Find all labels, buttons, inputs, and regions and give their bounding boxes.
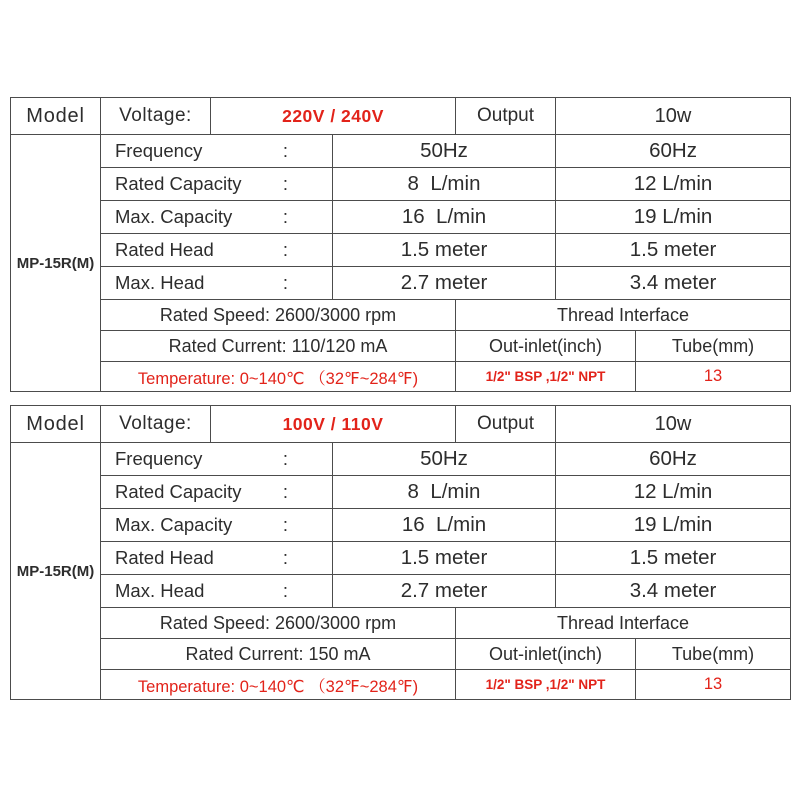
voltage-value-cell: 100V / 110V bbox=[211, 406, 456, 443]
spec-label-cell bbox=[101, 476, 333, 509]
thread-interface-cell: Thread Interface bbox=[456, 300, 791, 331]
spec-value-50hz-cell: 2.7 meter bbox=[333, 575, 556, 608]
temperature-cell: Temperature: 0~140℃ （32℉~284℉) bbox=[101, 362, 456, 392]
spec-value-60hz-cell: 1.5 meter bbox=[556, 234, 791, 267]
spec-colon: : bbox=[282, 448, 288, 469]
spec-row-rated-head bbox=[11, 542, 791, 575]
spec-value-50hz-cell: 16 L/min bbox=[333, 509, 556, 542]
rated-current-row bbox=[11, 331, 791, 362]
spec-label-cell bbox=[101, 509, 333, 542]
spec-label-cell bbox=[101, 234, 333, 267]
spec-value-60hz-cell: 1.5 meter bbox=[556, 542, 791, 575]
spec-value-50hz-cell: 16 L/min bbox=[333, 201, 556, 234]
voltage-value-cell: 220V / 240V bbox=[211, 98, 456, 135]
temperature-cell: Temperature: 0~140℃ （32℉~284℉) bbox=[101, 670, 456, 700]
spec-colon: : bbox=[282, 239, 288, 260]
spec-value-60hz-cell: 3.4 meter bbox=[556, 267, 791, 300]
output-value-cell: 10w bbox=[556, 406, 791, 443]
spec-row-rated-capacity bbox=[11, 476, 791, 509]
thread-interface-cell: Thread Interface bbox=[456, 608, 791, 639]
spec-label: Max. Head bbox=[115, 272, 205, 293]
spec-colon: : bbox=[282, 547, 288, 568]
spec-colon: : bbox=[282, 514, 288, 535]
spec-label: Rated Capacity bbox=[115, 481, 242, 502]
spec-table-220-240v bbox=[10, 97, 791, 392]
model-name-cell: MP-15R(M) bbox=[11, 135, 101, 392]
header-row bbox=[11, 98, 791, 135]
spec-row-frequency bbox=[11, 443, 791, 476]
tube-header-cell: Tube(mm) bbox=[636, 331, 791, 362]
spec-label-cell bbox=[101, 443, 333, 476]
spec-label: Frequency bbox=[115, 448, 203, 469]
thread-size-cell: 1/2" BSP ,1/2" NPT bbox=[456, 362, 636, 392]
output-value-cell: 10w bbox=[556, 98, 791, 135]
spec-value-60hz-cell: 12 L/min bbox=[556, 168, 791, 201]
spec-value-50hz-cell: 8 L/min bbox=[333, 476, 556, 509]
spec-label: Frequency bbox=[115, 140, 203, 161]
spec-row-rated-head bbox=[11, 234, 791, 267]
spec-row-rated-capacity bbox=[11, 168, 791, 201]
spec-colon: : bbox=[282, 481, 288, 502]
model-name-cell: MP-15R(M) bbox=[11, 443, 101, 700]
spec-label-cell bbox=[101, 575, 333, 608]
spec-label-cell bbox=[101, 201, 333, 234]
tube-size-cell: 13 bbox=[636, 362, 791, 392]
voltage-label-cell: Voltage: bbox=[101, 98, 211, 135]
spec-table-100-110v bbox=[10, 405, 791, 700]
thread-size-cell: 1/2" BSP ,1/2" NPT bbox=[456, 670, 636, 700]
rated-current-cell: Rated Current: 110/120 mA bbox=[101, 331, 456, 362]
rated-speed-row bbox=[11, 300, 791, 331]
spec-value-50hz-cell: 8 L/min bbox=[333, 168, 556, 201]
temperature-row bbox=[11, 670, 791, 700]
out-inlet-header-cell: Out-inlet(inch) bbox=[456, 639, 636, 670]
spec-value-60hz-cell: 60Hz bbox=[556, 135, 791, 168]
tube-header-cell: Tube(mm) bbox=[636, 639, 791, 670]
model-header-cell: Model bbox=[11, 98, 101, 135]
rated-speed-cell: Rated Speed: 2600/3000 rpm bbox=[101, 300, 456, 331]
output-label-cell: Output bbox=[456, 98, 556, 135]
spec-colon: : bbox=[282, 272, 288, 293]
out-inlet-header-cell: Out-inlet(inch) bbox=[456, 331, 636, 362]
spec-label: Rated Capacity bbox=[115, 173, 242, 194]
rated-speed-cell: Rated Speed: 2600/3000 rpm bbox=[101, 608, 456, 639]
spec-label-cell bbox=[101, 168, 333, 201]
spec-label: Rated Head bbox=[115, 239, 214, 260]
rated-current-cell: Rated Current: 150 mA bbox=[101, 639, 456, 670]
spec-colon: : bbox=[282, 140, 288, 161]
spec-value-50hz-cell: 50Hz bbox=[333, 443, 556, 476]
spec-value-50hz-cell: 1.5 meter bbox=[333, 234, 556, 267]
spec-value-50hz-cell: 50Hz bbox=[333, 135, 556, 168]
spec-row-max-capacity bbox=[11, 201, 791, 234]
tube-size-cell: 13 bbox=[636, 670, 791, 700]
spec-label-cell bbox=[101, 135, 333, 168]
rated-speed-row bbox=[11, 608, 791, 639]
rated-current-row bbox=[11, 639, 791, 670]
spec-value-60hz-cell: 12 L/min bbox=[556, 476, 791, 509]
voltage-label-cell: Voltage: bbox=[101, 406, 211, 443]
spec-sheet bbox=[0, 97, 800, 800]
model-header-cell: Model bbox=[11, 406, 101, 443]
header-row bbox=[11, 406, 791, 443]
temperature-row bbox=[11, 362, 791, 392]
spec-colon: : bbox=[282, 580, 288, 601]
spec-colon: : bbox=[282, 206, 288, 227]
spec-row-max-head bbox=[11, 575, 791, 608]
spec-colon: : bbox=[282, 173, 288, 194]
spec-label: Max. Head bbox=[115, 580, 205, 601]
spec-value-50hz-cell: 2.7 meter bbox=[333, 267, 556, 300]
spec-label-cell bbox=[101, 542, 333, 575]
output-label-cell: Output bbox=[456, 406, 556, 443]
spec-value-60hz-cell: 19 L/min bbox=[556, 509, 791, 542]
spec-label: Max. Capacity bbox=[115, 206, 233, 227]
spec-value-60hz-cell: 3.4 meter bbox=[556, 575, 791, 608]
spec-value-50hz-cell: 1.5 meter bbox=[333, 542, 556, 575]
spec-label-cell bbox=[101, 267, 333, 300]
spec-label: Max. Capacity bbox=[115, 514, 233, 535]
spec-value-60hz-cell: 60Hz bbox=[556, 443, 791, 476]
spec-row-frequency bbox=[11, 135, 791, 168]
spec-row-max-capacity bbox=[11, 509, 791, 542]
spec-row-max-head bbox=[11, 267, 791, 300]
spec-value-60hz-cell: 19 L/min bbox=[556, 201, 791, 234]
spec-label: Rated Head bbox=[115, 547, 214, 568]
